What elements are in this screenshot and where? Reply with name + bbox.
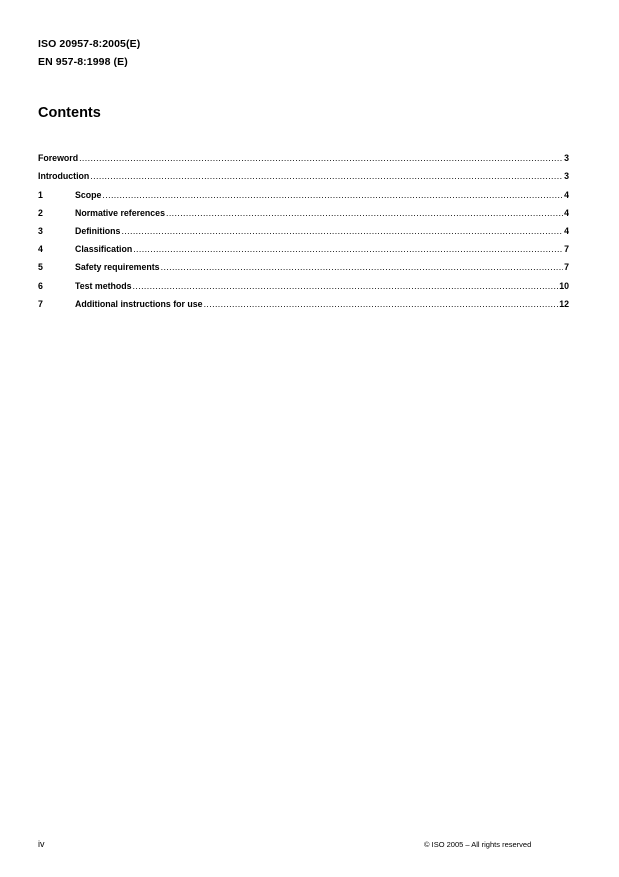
- toc-entry-page: 7: [564, 262, 569, 273]
- toc-entry-page: 3: [564, 153, 569, 164]
- toc-entry-page: 4: [564, 189, 569, 200]
- toc-entry-page: 7: [564, 244, 569, 255]
- toc-entry-foreword[interactable]: [38, 145, 569, 163]
- toc-dot-leader: [102, 190, 563, 200]
- toc-entry-number: 6: [38, 280, 43, 291]
- toc-entry-label: Test methods: [75, 280, 132, 291]
- toc-dot-leader: [79, 153, 563, 163]
- toc-entry-number: 7: [38, 298, 43, 309]
- toc-dot-leader: [90, 171, 563, 181]
- document-id: ISO 20957-8:2005(E): [38, 38, 141, 50]
- toc-dot-leader: [161, 262, 564, 272]
- toc-dot-leader: [133, 244, 563, 254]
- toc-entry-page: 4: [564, 207, 569, 218]
- toc-entry-scope[interactable]: [38, 181, 569, 199]
- toc-entry-page: 3: [564, 171, 569, 182]
- toc-entry-definitions[interactable]: [38, 218, 569, 236]
- toc-entry-label: Additional instructions for use: [75, 298, 203, 309]
- toc-entry-additional-instructions[interactable]: [38, 291, 569, 309]
- toc-entry-number: 1: [38, 189, 43, 200]
- toc-entry-label: Normative references: [75, 207, 165, 218]
- toc-dot-leader: [166, 208, 563, 218]
- toc-entry-introduction[interactable]: [38, 163, 569, 181]
- toc-entry-classification[interactable]: [38, 236, 569, 254]
- toc-entry-test-methods[interactable]: [38, 272, 569, 290]
- page-number: iv: [38, 839, 45, 849]
- toc-entry-page: 4: [564, 225, 569, 236]
- toc-dot-leader: [204, 299, 559, 309]
- toc-entry-number: 3: [38, 225, 43, 236]
- toc-entry-label: Scope: [75, 189, 102, 200]
- toc-entry-normative-references[interactable]: [38, 200, 569, 218]
- toc-entry-label: Classification: [75, 244, 133, 255]
- toc-entry-label: Safety requirements: [75, 262, 160, 273]
- toc-entry-safety-requirements[interactable]: [38, 254, 569, 272]
- toc-dot-leader: [121, 226, 563, 236]
- toc-entry-label: Definitions: [75, 225, 121, 236]
- toc-entry-label: Introduction: [38, 171, 90, 182]
- toc-entry-number: 2: [38, 207, 43, 218]
- contents-title: Contents: [38, 105, 101, 121]
- toc-dot-leader: [133, 281, 559, 291]
- toc-entry-label: Foreword: [38, 153, 79, 164]
- toc-entry-page: 10: [559, 280, 569, 291]
- toc-entry-number: 5: [38, 262, 43, 273]
- toc-entry-page: 12: [559, 298, 569, 309]
- copyright-notice: © ISO 2005 – All rights reserved: [424, 840, 532, 849]
- table-of-contents: [38, 145, 569, 309]
- document-id-en: EN 957-8:1998 (E): [38, 56, 128, 68]
- toc-entry-number: 4: [38, 244, 43, 255]
